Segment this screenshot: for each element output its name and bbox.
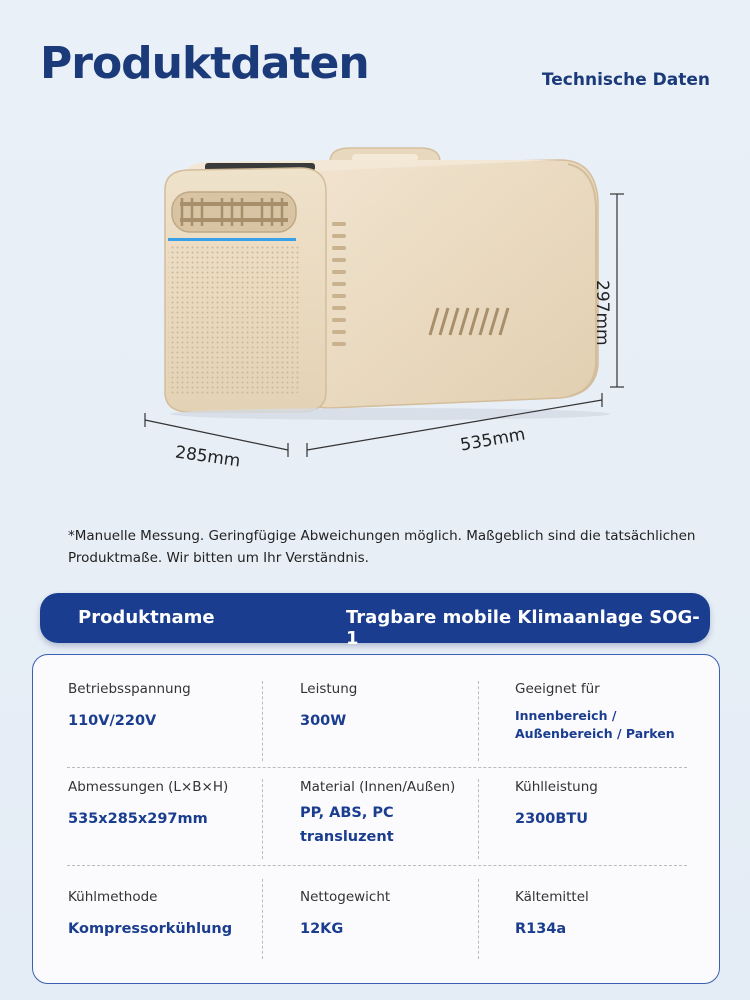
spec-value: 300W	[300, 713, 347, 729]
spec-key: Abmessungen (L×B×H)	[68, 779, 229, 795]
spec-value: 12KG	[300, 921, 344, 937]
page-title: Produktdaten	[40, 38, 369, 89]
spec-cell	[68, 889, 253, 941]
spec-cell	[300, 889, 470, 941]
spec-cell	[300, 779, 470, 849]
spec-value: 2300BTU	[515, 811, 589, 827]
depth-dimension-label: 285mm	[173, 442, 242, 472]
spec-key: Nettogewicht	[300, 889, 391, 905]
page-subtitle: Technische Daten	[541, 70, 710, 90]
spec-cell	[515, 681, 715, 743]
spec-key: Betriebsspannung	[68, 681, 191, 697]
product-name-label: Produktname	[78, 607, 215, 628]
spec-key: Kühlmethode	[68, 889, 158, 905]
spec-cell	[68, 681, 253, 733]
spec-key: Kältemittel	[515, 889, 589, 905]
spec-value: 535x285x297mm	[68, 811, 208, 827]
spec-cell	[68, 779, 253, 831]
spec-cell	[515, 889, 715, 941]
air-conditioner-image	[0, 130, 750, 490]
spec-value: PP, ABS, PC transluzent	[300, 805, 394, 845]
product-name-value: Tragbare mobile Klimaanlage SOG-1	[346, 607, 700, 649]
spec-value: 110V/220V	[68, 713, 157, 729]
measurement-note: *Manuelle Messung. Geringfügige Abweichungen möglich. Maßgeblich sind die tatsächlichen Produktmaße. Wir bitten um Ihr Verständnis.	[68, 528, 696, 566]
spec-key: Material (Innen/Außen)	[300, 779, 456, 795]
spec-key: Leistung	[300, 681, 358, 697]
spec-key: Kühlleistung	[515, 779, 598, 795]
product-name-bar	[40, 593, 710, 649]
spec-value: Innenbereich / Außenbereich / Parken	[515, 708, 675, 741]
height-dimension-label: 297mm	[592, 280, 612, 346]
width-dimension-label: 535mm	[458, 424, 527, 456]
spec-cell	[515, 779, 715, 831]
spec-key: Geeignet für	[515, 681, 600, 697]
spec-table	[32, 654, 720, 984]
spec-value: R134a	[515, 921, 567, 937]
spec-value: Kompressorkühlung	[68, 921, 233, 937]
spec-cell	[300, 681, 470, 733]
